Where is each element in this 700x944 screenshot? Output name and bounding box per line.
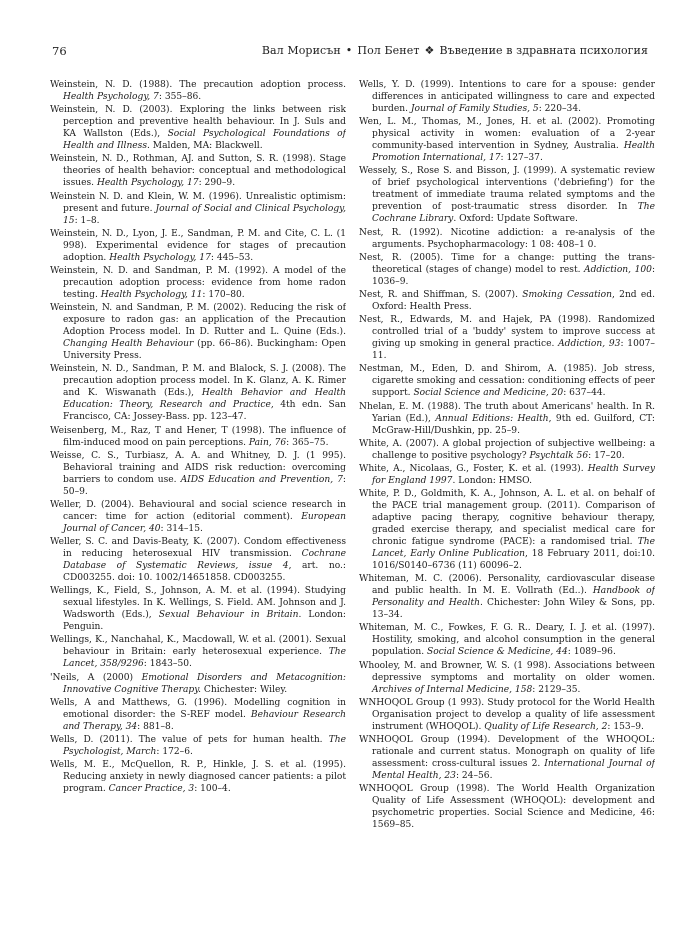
reference-entry [359, 463, 655, 487]
reference-text: Weinstein, N. D., Sandman, P. M. and Blalock, S. J. (2008). The precaution adoption process model. In K. Glanz, A. K. Rimer and K. Wiswanath (Eds.), [50, 364, 346, 399]
reference-text: Weinstein N. D. and Klein, W. M. (1996). Unrealistic optimism: present and future. [50, 191, 346, 214]
reference-text: Weisse, C. S., Turbiasz, A. A. and Whitney, D. J. (1 995). Behavioral training and AIDS risk reduction: overcoming barriers to condom use. [50, 450, 346, 485]
reference-text: : 1007–11. [372, 339, 655, 362]
reference-entry [50, 104, 346, 152]
reference-source-title: Journal of Social and Clinical Psychology, 15 [63, 203, 346, 226]
reference-text: , 2nd ed. Oxford: Health Press. [372, 289, 655, 312]
reference-entry [50, 536, 346, 584]
reference-entry [50, 153, 346, 189]
reference-entry [50, 734, 346, 758]
reference-text: Malden, MA: Blackwell. [149, 141, 263, 152]
reference-entry [359, 363, 655, 399]
reference-source-title: Sexual Behaviour in Britain [158, 610, 299, 621]
reference-entry [50, 302, 346, 362]
reference-source-title: European Journal of Cancer, 40 [63, 511, 346, 534]
reference-text: : 127–37. [500, 153, 543, 164]
reference-entry [50, 425, 346, 449]
reference-text: : 1843–50. [143, 659, 192, 670]
references-left-column [50, 79, 346, 919]
reference-text: Whiteman, M. C. (2006). Personality, cardiovascular disease and public health. In M. E. Vollrath (Ed..). [359, 574, 655, 597]
reference-text: Wells, A and Matthews, G. (1996). Modelling cognition in emotional disorder: the S-REF model. [50, 697, 346, 720]
reference-entry [359, 252, 655, 288]
reference-entry [359, 289, 655, 313]
reference-source-title: The Cochrane Library [372, 202, 655, 225]
reference-text: , 9th ed. Guilford, CT: McGraw-Hill/Dushkin, pp. 25–9. [372, 413, 655, 436]
reference-text: WNHOQOL Group (1 993). Study protocol for the World Health Organisation project to develop a quality of life assessment instrument (WHOQOL). [359, 697, 655, 732]
reference-source-title: Journal of Family Studies, 5 [410, 104, 539, 114]
reference-source-title: Addiction, 93 [558, 339, 621, 350]
reference-text: , art. no.: CD003255. doi: 10. 1002/14651858. CD003255. [63, 561, 346, 584]
reference-text: : 170–80. [202, 289, 245, 300]
reference-text: Wellings, K., Field, S., Johnson, A. M. et al. (1994). Studying sexual lifestyles. In K. Wellings, S. Field. AM. Johnson and J. Wadsworth (Eds.), [50, 586, 346, 621]
reference-source-title: Cochrane Database of Systematic Reviews, issue 4 [63, 549, 346, 572]
reference-entry [359, 314, 655, 362]
reference-text: Weinstein, N. D., Rothman, AJ. and Sutton, S. R. (1998). Stage theories of health behavior: conceptual and methodological issues. [50, 154, 346, 189]
running-head-separator-1: • [345, 44, 353, 57]
reference-text: : 1036–9. [372, 264, 655, 287]
reference-entry [359, 116, 655, 164]
reference-text: Nestman, M., Eden, D. and Shirom, A. (1985). Job stress, cigarette smoking and cessation: conditioning effects of peer support. [359, 364, 655, 399]
reference-text: : 314–15. [160, 523, 203, 534]
reference-text: : 1089–96. [567, 647, 616, 658]
reference-text: : 172–6. [156, 747, 193, 757]
reference-entry [359, 227, 655, 251]
reference-text: : 2129–35. [532, 684, 581, 695]
reference-text: WNHOQOL Group (1994). Development of the WHOQOL: rationale and current status. Monograph on quality of life assessment: cross-cultural issues 2. [359, 735, 655, 769]
reference-entry [359, 165, 655, 225]
reference-source-title: Quality of Life Research, 2 [484, 721, 608, 732]
reference-text: . London: Penguin. [63, 610, 346, 633]
reference-entry [50, 697, 346, 733]
reference-text: Weinstein, N. D. and Sandman, P. M. (1992). A model of the precaution adoption process: evidence from home radon testing. [50, 265, 346, 300]
reference-text: Wells, M. E., McQuellon, R. P., Hinkle, J. S. et al. (1995). Reducing anxiety in newly diagnosed cancer patients: a pilot program. [50, 760, 346, 795]
reference-text: Wells, Y. D. (1999). Intentions to care for a spouse: gender differences in anticipated willingness to care and expected burden. [359, 80, 655, 114]
reference-source-title: Social Psychological Foundations of Health and Illness. [63, 129, 346, 152]
reference-text: , 4th edn. San Francisco, CA: Jossey-Bass. pp. 123–47. [63, 400, 346, 423]
reference-text: White, A. (2007). A global projection of subjective wellbeing: a challenge to positive psychology? [359, 438, 655, 461]
reference-entry [50, 672, 346, 696]
reference-source-title: Addiction, 100 [584, 264, 652, 275]
reference-text: : 445–53. [210, 252, 254, 263]
reference-entry [359, 734, 655, 782]
reference-source-title: Changing Health Behaviour [63, 339, 194, 350]
reference-text: : 365–75. [286, 437, 329, 448]
reference-text: Weinstein, N. D., Lyon, J. E., Sandman, P. M. and Cite, C. L. (1 998). Experimental evidence for stages of precaution adoption. [50, 228, 346, 263]
reference-entry [50, 759, 346, 795]
reference-source-title: Health Behavior and Health Education: Theory, Research and Practice [63, 388, 346, 411]
reference-entry [359, 438, 655, 462]
reference-text: Weinstein, N. D. (1988). The precaution adoption process. [50, 80, 346, 90]
reference-text: Nest, R. and Shiffman, S. (2007). [359, 289, 523, 300]
reference-source-title: The Lancet, 358/9296 [63, 647, 346, 670]
reference-text: : 24–56. [455, 771, 493, 781]
reference-entry [50, 363, 346, 423]
reference-text: : 355–86. [158, 92, 202, 102]
reference-text: : 290–9. [198, 178, 236, 189]
reference-text: . London: HMSO. [452, 475, 532, 486]
reference-source-title: Health Promotion International, 17 [372, 141, 655, 164]
reference-entry [359, 622, 655, 658]
reference-entry [359, 79, 655, 115]
reference-source-title: Archives of Internal Medicine, 158 [372, 684, 533, 695]
reference-source-title: Health Psychology, 7 [63, 92, 159, 102]
reference-source-title: International Journal of Mental Health, 23 [372, 759, 655, 781]
reference-text: : 637–44. [563, 388, 606, 399]
reference-source-title: Annual Editions: Health [435, 413, 549, 424]
page-number: 76 [52, 44, 67, 58]
reference-source-title: Pain, 76 [248, 437, 287, 448]
running-head-author-1: Вал Морисън [261, 44, 341, 57]
reference-entry [359, 783, 655, 831]
reference-text: Wessely, S., Rose S. and Bisson, J. (1999). A systematic review of brief psychological interventions ('debriefing') for the treatment of immediate trauma related symptoms and the prevention of post-traumatic stress disorder. In [359, 166, 655, 213]
reference-text: Nest, R., Edwards, M. and Hajek, PA (1998). Randomized controlled trial of a 'buddy' system to improve success at giving up smoking in general practice. [359, 315, 655, 350]
reference-text: Weisenberg, M., Raz, T and Hener, T (1998). The influence of film-induced mood on pain perceptions. [50, 425, 346, 448]
reference-text: (pp. 66–86). Buckingham: Open University Press. [63, 339, 346, 362]
reference-entry [50, 634, 346, 670]
reference-text: Weinstein, N. and Sandman, P. M. (2002). Reducing the risk of exposure to radon gas: an application of the Precaution Adoption Process model. In D. Rutter and L. Quine (Eds.). [50, 303, 346, 338]
reference-text: Weller, D. (2004). Behavioural and social science research in cancer: time for action (editorial comment). [50, 499, 346, 522]
reference-text: White, A., Nicolaas, G., Foster, K. et al. (1993). [359, 463, 588, 474]
running-head-book-title: Въведение в здравната психология [439, 44, 648, 57]
reference-text: : 881–8. [137, 721, 174, 732]
reference-text: Nest, R. (2005). Time for a change: putting the trans- theoretical (stages of change) model to rest. [359, 252, 655, 275]
reference-text: : 50–9. [63, 474, 346, 497]
reference-source-title: The Psychologist, March [63, 735, 346, 757]
reference-source-title: Cancer Practice, 3 [108, 784, 195, 795]
reference-text: Chichester: Wiley. [201, 684, 288, 695]
reference-source-title: Health Psychology, 17 [109, 252, 211, 263]
reference-entry [50, 191, 346, 227]
reference-text: Weinstein, N. D. (2003). Exploring the links between risk perception and preventive health behaviour. In J. Suls and KA Wallston (Eds.), [50, 105, 346, 140]
reference-entry [50, 499, 346, 535]
reference-text: Weller, S. C. and Davis-Beaty, K. (2007). Condom effectiveness in reducing heterosexual HIV transmission. [50, 537, 346, 560]
reference-source-title: Behaviour Research and Therapy, 34 [63, 709, 346, 732]
reference-entry [359, 697, 655, 733]
running-head-author-2: Пол Бенет [357, 44, 420, 57]
reference-entry [50, 450, 346, 498]
reference-text: Whiteman, M. C., Fowkes, F. G. R.. Deary, I. J. et al. (1997). Hostility, smoking, and alcohol consumption in the general population. [359, 623, 655, 658]
running-head [262, 44, 648, 57]
reference-source-title: Social Science & Medicine, 44 [426, 647, 568, 658]
reference-source-title: Handbook of Personality and Health [372, 586, 655, 609]
reference-entry [359, 573, 655, 621]
reference-entry [359, 660, 655, 696]
reference-entry [50, 228, 346, 264]
reference-text: . Oxford: Update Software. [453, 214, 578, 225]
reference-text: Whooley, M. and Browner, W. S. (1 998). Associations between depressive symptoms and mortality on older women. [359, 660, 655, 683]
reference-source-title: Smoking Cessation [522, 289, 612, 300]
reference-entry [50, 265, 346, 301]
reference-entry [50, 585, 346, 633]
reference-source-title: AIDS Education and Prevention, 7 [180, 474, 343, 485]
reference-text: : 17–20. [588, 450, 625, 461]
reference-source-title: Psychtalk 56 [529, 450, 589, 461]
reference-entry [50, 79, 346, 103]
reference-text: 'Neils, A (2000) [50, 672, 142, 683]
reference-source-title: Health Survey for England 1997 [372, 463, 655, 486]
reference-source-title: Social Science and Medicine, 20 [413, 388, 564, 399]
references-right-column [359, 79, 655, 919]
reference-text: : 220–34. [538, 104, 582, 114]
reference-text: Wells, D. (2011). The value of pets for human health. [50, 735, 329, 745]
reference-entry [359, 401, 655, 437]
running-head-separator-2: ❖ [424, 44, 435, 57]
reference-text: WNHOQOL Group (1998). The World Health Organization Quality of Life Assessment (WHOQOL): development and psychometric properties. Social Science and Medicine, 46: 1569–85. [359, 784, 655, 831]
reference-text: . Chichester: John Wiley & Sons, pp. 13–34. [372, 598, 655, 621]
reference-text: : 100–4. [194, 784, 231, 795]
reference-text: Wellings, K., Nanchahal, K., Macdowall, W. et al. (2001). Sexual behaviour in Britain: early heterosexual experience. [50, 635, 346, 658]
reference-text: Nhelan, E. M. (1988). The truth about Americans' health. In R. Yarian (Ed.), [359, 401, 655, 424]
reference-source-title: The Lancet, Early Online Publication [372, 537, 655, 560]
reference-text: : 153–9. [607, 721, 644, 732]
reference-source-title: Health Psychology, 17 [96, 178, 199, 189]
reference-text: White, P. D., Goldmith, K. A., Johnson, A. L. et al. on behalf of the PACE trial management group. (2011). Comparison of adaptive pacing therapy, cognitive behaviour therapy, graded exercise therapy, and specialist medical care for chronic fatigue syndrome (PACE): a randomised trial. [359, 489, 655, 548]
reference-text: Wen, L. M., Thomas, M., Jones, H. et al. (2002). Promoting physical activity in women: evaluation of a 2-year community-based intervention in Sydney, Australia. [359, 117, 655, 152]
reference-source-title: Health Psychology, 11 [100, 289, 203, 300]
reference-source-title: Emotional Disorders and Metacognition: Innovative Cognitive Therapy. [63, 672, 346, 695]
reference-text: Nest, R. (1992). Nicotine addiction: a re-analysis of the arguments. Psychopharmacology: 1 08: 408–1 0. [359, 227, 655, 250]
references-body [50, 79, 655, 919]
reference-entry [359, 488, 655, 572]
reference-text: : 1–8. [74, 215, 100, 226]
reference-text: , 18 February 2011, doi:10. 1016/S0140–6736 (11) 60096–2. [372, 549, 655, 572]
